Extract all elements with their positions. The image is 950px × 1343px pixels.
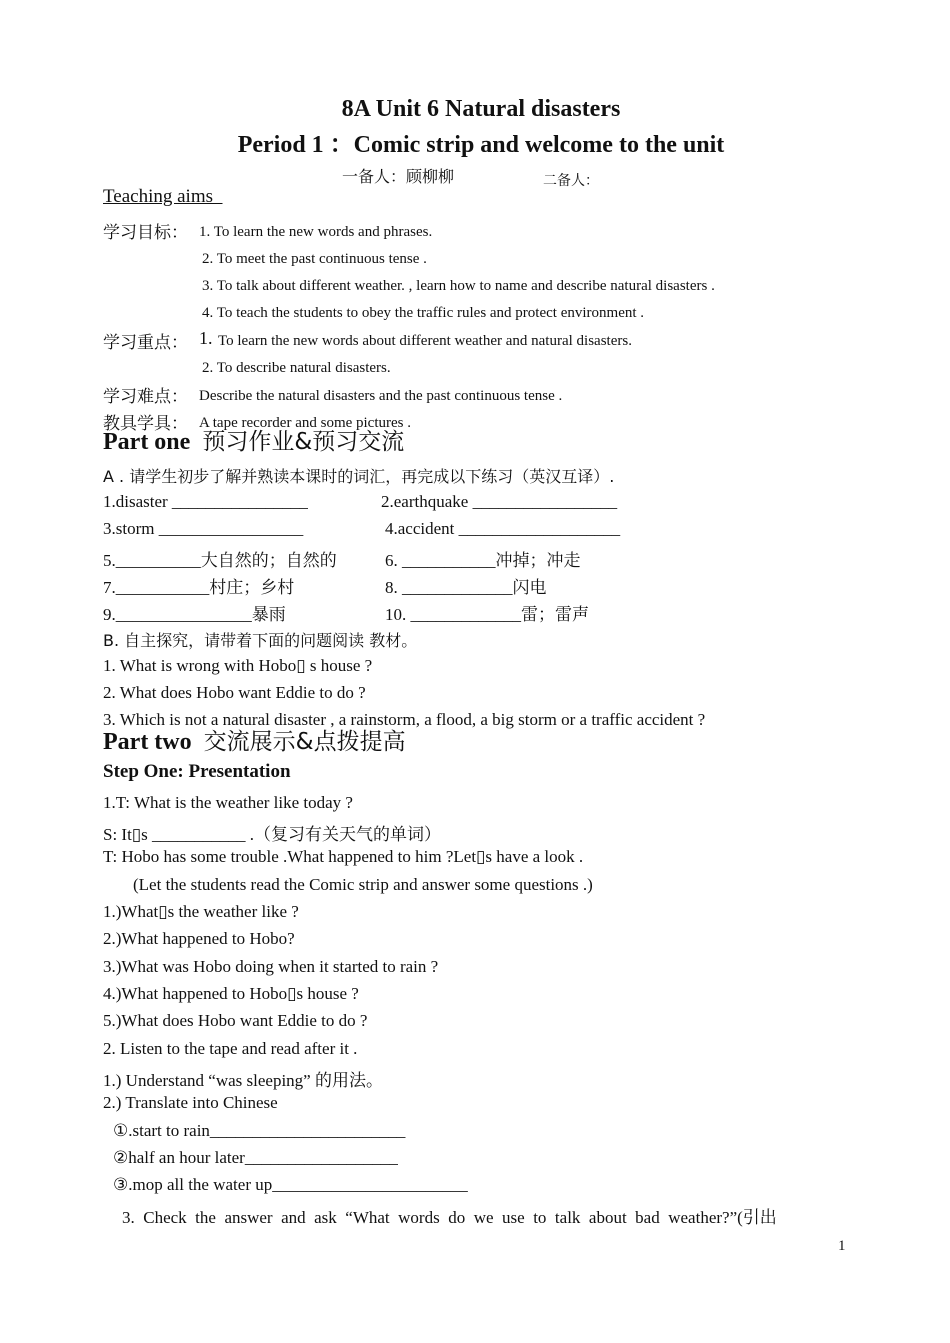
lesson-line: 1.)What▯s the weather like ? bbox=[103, 902, 299, 921]
goal-item: 3. To talk about different weather. , learn how to name and describe natural disasters . bbox=[202, 278, 715, 294]
vocab-item: 9.________________暴雨 bbox=[103, 605, 286, 624]
title-line-1: 8A Unit 6 Natural disasters bbox=[341, 96, 621, 122]
goal-item: 1. To learn the new words and phrases. bbox=[199, 224, 433, 240]
question-item: 2. What does Hobo want Eddie to do ? bbox=[103, 683, 366, 702]
lesson-line: 3.)What was Hobo doing when it started to rain ? bbox=[103, 957, 439, 976]
lesson-line: (Let the students read the Comic strip and answer some questions .) bbox=[133, 875, 593, 894]
goals-label: 学习目标： bbox=[103, 223, 188, 243]
lesson-line: ③.mop all the water up_______________________ bbox=[113, 1175, 468, 1194]
teaching-aims-heading: Teaching aims bbox=[103, 186, 213, 207]
vocab-item: 4.accident ___________________ bbox=[385, 519, 621, 538]
title-line-2: Period 1 ：Comic strip and welcome to the unit bbox=[237, 132, 725, 158]
preparer-1: 一备人：顾柳柳 bbox=[342, 167, 455, 186]
key-point: 2. To describe natural disasters. bbox=[202, 360, 391, 376]
goal-item: 4. To teach the students to obey the traffic rules and protect environment . bbox=[202, 305, 645, 321]
lesson-line: 4.)What happened to Hobo▯s house ? bbox=[103, 984, 359, 1003]
difficulty-label: 学习难点： bbox=[103, 387, 188, 407]
lesson-line: ②half an hour later__________________ bbox=[113, 1148, 398, 1167]
part-one-heading: Part one 预习作业&预习交流 bbox=[103, 429, 405, 455]
lesson-line: 2. Listen to the tape and read after it . bbox=[103, 1039, 358, 1058]
vocab-item: 8. _____________闪电 bbox=[385, 578, 547, 597]
vocab-item: 2.earthquake _________________ bbox=[381, 492, 618, 511]
lesson-line: T: Hobo has some trouble .What happened to him ?Let▯s have a look . bbox=[103, 847, 584, 866]
lesson-line: S: It▯s ___________ .（复习有关天气的单词） bbox=[103, 825, 442, 844]
vocab-item: 10. _____________雷；雷声 bbox=[385, 605, 589, 624]
vocab-item: 6. ___________冲掉；冲走 bbox=[385, 551, 581, 570]
lesson-line: 3. Check the answer and ask “What words do we use to talk about bad weather?”(引出 bbox=[122, 1208, 777, 1227]
difficulty-text: Describe the natural disasters and the past continuous tense . bbox=[199, 388, 563, 404]
question-item: 1. What is wrong with Hobo▯ s house ? bbox=[103, 656, 373, 675]
tools-text: A tape recorder and some pictures . bbox=[199, 415, 411, 431]
lesson-line: 1.T: What is the weather like today ? bbox=[103, 793, 353, 812]
part-one-instruction-a: A . 请学生初步了解并熟读本课时的词汇，再完成以下练习（英汉互译）. bbox=[103, 467, 615, 486]
lesson-line: 2.) Translate into Chinese bbox=[103, 1093, 278, 1112]
lesson-line: 2.)What happened to Hobo? bbox=[103, 929, 295, 948]
lesson-line: 1.) Understand “was sleeping” 的用法。 bbox=[103, 1071, 383, 1090]
part-one-instruction-b: B. 自主探究，请带着下面的问题阅读 教材。 bbox=[103, 631, 418, 650]
part-two-heading: Part two 交流展示&点拨提高 bbox=[103, 729, 406, 755]
page-number: 1 bbox=[838, 1238, 846, 1254]
vocab-item: 3.storm _________________ bbox=[103, 519, 304, 538]
vocab-item: 5.__________大自然的；自然的 bbox=[103, 551, 337, 570]
preparer-2: 二备人： bbox=[543, 173, 599, 189]
goal-item: 2. To meet the past continuous tense . bbox=[202, 251, 427, 267]
key-point: To learn the new words about different weather and natural disasters. bbox=[218, 333, 632, 349]
lesson-line: ①.start to rain_______________________ bbox=[113, 1121, 406, 1140]
key-num: 1. bbox=[199, 328, 213, 348]
tools-label: 教具学具： bbox=[103, 414, 188, 434]
key-label: 学习重点： bbox=[103, 333, 188, 353]
vocab-item: 1.disaster ________________ bbox=[103, 492, 308, 511]
question-item: 3. Which is not a natural disaster , a rainstorm, a flood, a big storm or a traffic accident ? bbox=[103, 710, 706, 729]
lesson-line: 5.)What does Hobo want Eddie to do ? bbox=[103, 1011, 368, 1030]
step-one-heading: Step One: Presentation bbox=[103, 761, 291, 782]
vocab-item: 7.___________村庄；乡村 bbox=[103, 578, 295, 597]
